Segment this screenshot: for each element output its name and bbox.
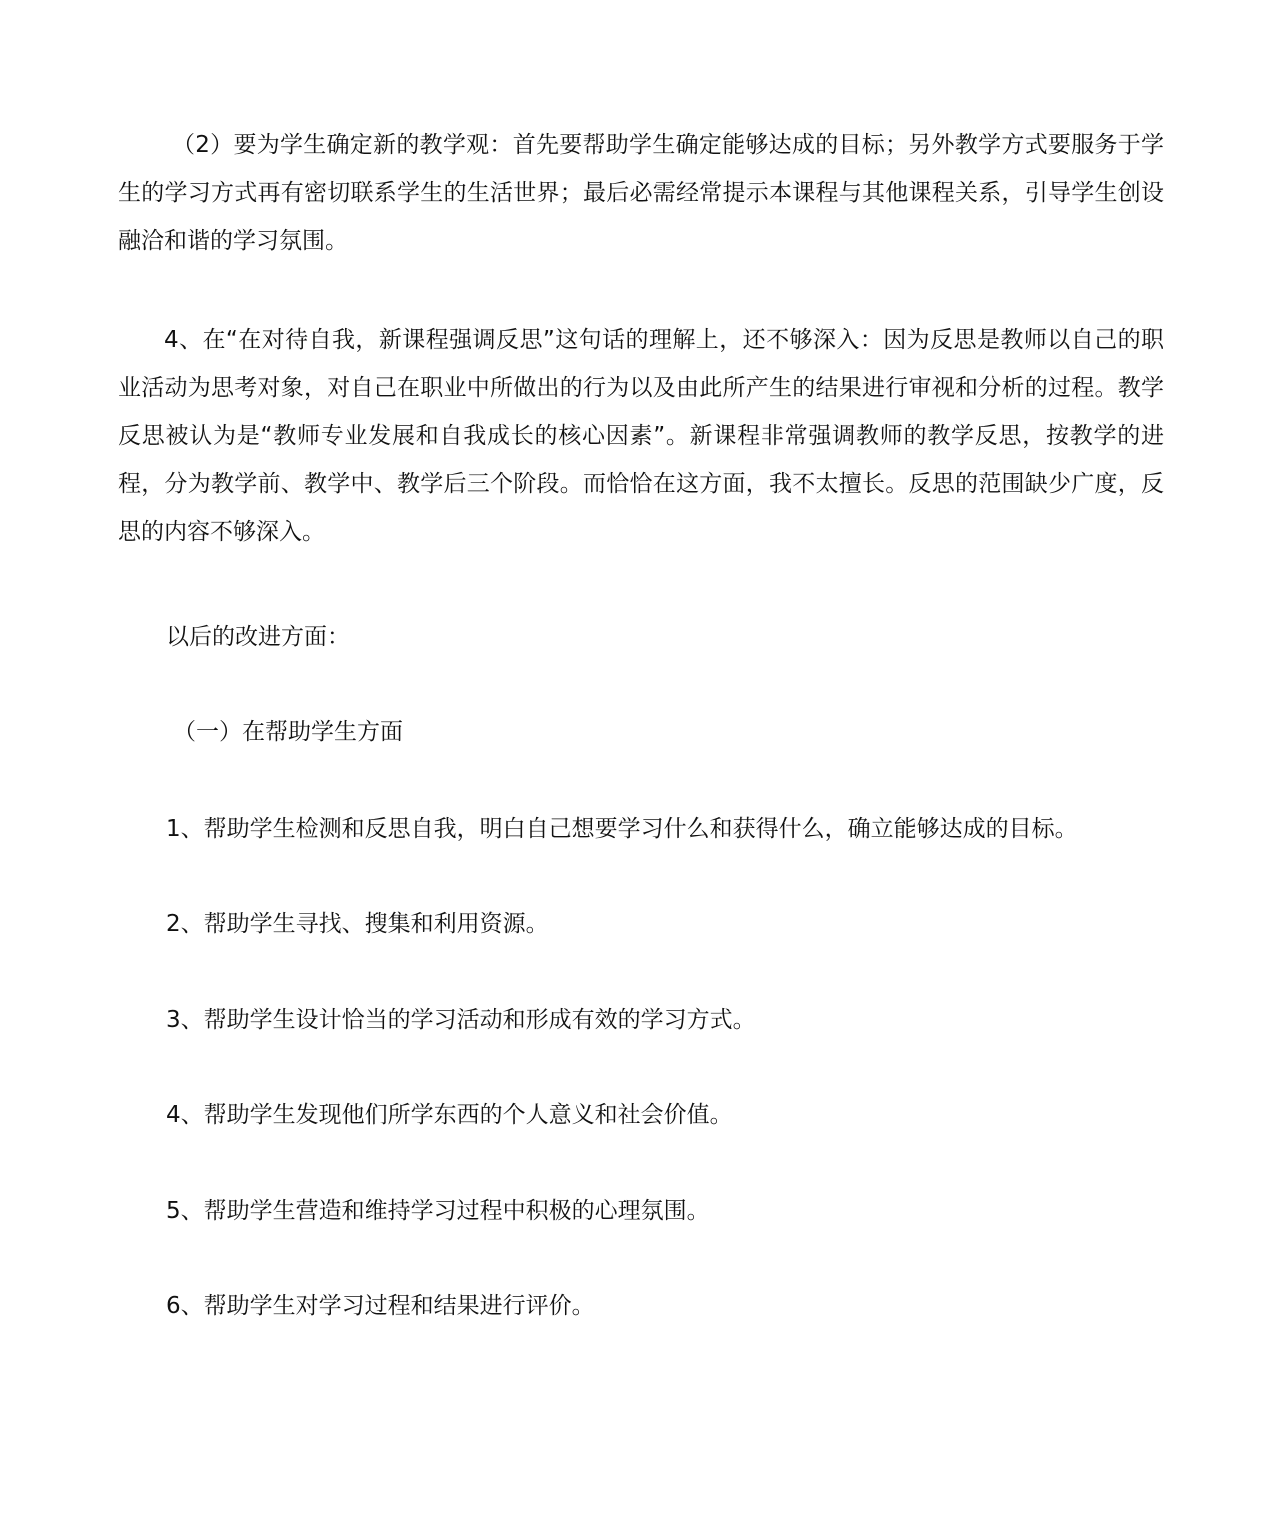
section-heading: （一）在帮助学生方面	[173, 719, 403, 745]
list-item: 5、帮助学生营造和维持学习过程中积极的心理氛围。	[166, 1198, 710, 1224]
paragraph-reflection: 4、在“在对待自我，新课程强调反思”这句话的理解上，还不够深入：因为反思是教师以自己的职业活动为思考对象，对自己在职业中所做出的行为以及由此所产生的结果进行审视和分析的过程。教学反思被认为是“教师专业发展和自我成长的核心因素”。新课程非常强调教师的教学反思，按教学的进程，分为教学前、教学中、教学后三个阶段。而恰恰在这方面，我不太擅长。反思的范围缺少广度，反思的内容不够深入。	[118, 327, 1164, 545]
paragraph-teaching-view: （2）要为学生确定新的教学观：首先要帮助学生确定能够达成的目标；另外教学方式要服务于学生的学习方式再有密切联系学生的生活世界；最后必需经常提示本课程与其他课程关系，引导学生创设融洽和谐的学习氛围。	[118, 132, 1164, 254]
list-item: 4、帮助学生发现他们所学东西的个人意义和社会价值。	[166, 1102, 733, 1128]
list-item: 1、帮助学生检测和反思自我，明白自己想要学习什么和获得什么，确立能够达成的目标。	[166, 816, 1078, 842]
list-item: 2、帮助学生寻找、搜集和利用资源。	[166, 911, 549, 937]
list-item: 6、帮助学生对学习过程和结果进行评价。	[166, 1293, 595, 1319]
improvement-heading: 以后的改进方面：	[166, 624, 350, 650]
list-item: 3、帮助学生设计恰当的学习活动和形成有效的学习方式。	[166, 1007, 756, 1033]
